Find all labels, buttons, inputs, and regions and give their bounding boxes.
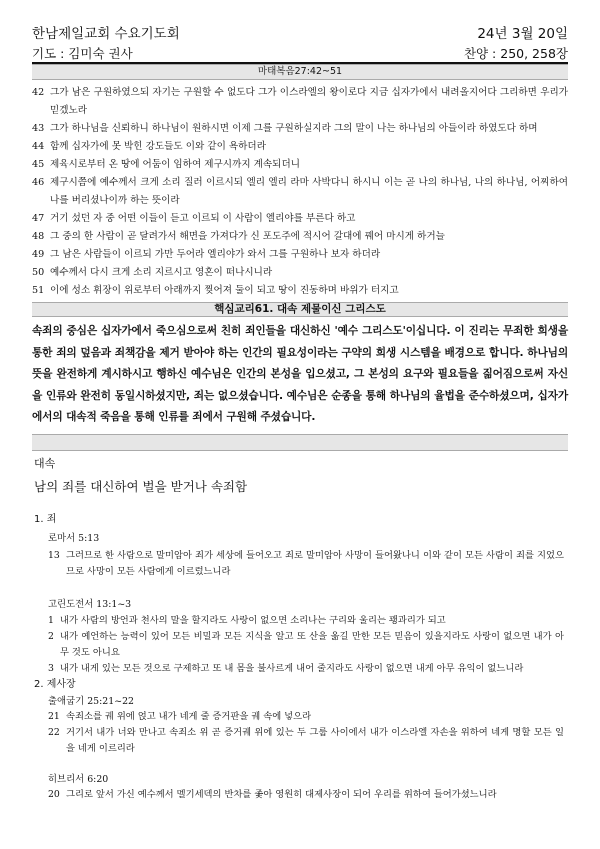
- verse-number: 1: [48, 615, 54, 626]
- sermon-keyword: 대속: [34, 457, 56, 470]
- verse: [32, 84, 568, 120]
- verse-text: 내가 내게 있는 모든 것으로 구제하고 또 내 몸을 불사르게 내어 줄지라도 사랑이 없으면 내게 아무 유익이 없느니라: [60, 663, 524, 674]
- verse: [32, 264, 568, 282]
- verse: [32, 246, 568, 264]
- verse-number: 22: [48, 727, 60, 738]
- header-row-1: [32, 22, 568, 42]
- core-doctrine-body: 속죄의 중심은 십자가에서 죽으심으로써 친히 죄인들을 대신하신 '예수 그리스도'이십니다. 이 진리는 무죄한 희생을 통한 죄의 덮음과 죄책감을 제거 받아야 하는 인간의 필요성이라는 구약의 희생 시스템을 배경으로 합니다. 하나님의 뜻을 완전하게 계시하시고 행하신 예수님은 인간의 본성을 입으셨고, 그 본성의 요구와 필요들을 짊어짐으로써 자신을 인류와 완전히 동일시하셨지만, 죄는 없으셨습니다. 예수님은 순종을 통해 하나님의 율법을 준수하셨으며, 십자가에서의 대속적 죽음을 통해 인류를 죄에서 구원해 주셨습니다.: [32, 324, 568, 423]
- verse-text: 제육시로부터 온 땅에 어둠이 임하여 제구시까지 계속되더니: [50, 159, 300, 170]
- verse-text: 그 남은 사람들이 이르되 가만 두어라 엘리야가 와서 그를 구원하나 보자 하더라: [50, 249, 381, 260]
- verse-number: 46: [32, 177, 45, 188]
- section-heading: 1. 죄: [34, 514, 57, 525]
- header-row-2: [32, 44, 568, 62]
- passage-reference: 로마서 5:13: [48, 533, 100, 544]
- verse-text: 내가 사람의 방언과 천사의 말을 할지라도 사랑이 없으면 소리나는 구리와 울리는 꽹과리가 되고: [60, 615, 446, 626]
- verse-number: 50: [32, 267, 45, 278]
- passage-reference: 출애굽기 25:21~22: [48, 696, 135, 707]
- hymn-numbers: 찬양 : 250, 258장: [463, 46, 568, 61]
- passage-verse: [34, 548, 564, 580]
- verse-number: 20: [48, 789, 60, 800]
- verse: [32, 138, 568, 156]
- passage-reference: 고린도전서 13:1~3: [48, 599, 132, 610]
- verse-number: 13: [48, 550, 60, 561]
- service-date: 24년 3월 20일: [477, 26, 568, 42]
- passage-verse: [34, 725, 564, 757]
- section-heading: 2. 제사장: [34, 679, 76, 690]
- verse-text: 그러므로 한 사람으로 말미암아 죄가 세상에 들어오고 죄로 말미암아 사망이 들어왔나니 이와 같이 모든 사람이 죄를 지었으므로 사망이 모든 사람에게 이르렀느니라: [66, 550, 564, 577]
- verse-text: 그가 남은 구원하였으되 자기는 구원할 수 없도다 그가 이스라엘의 왕이로다 지금 십자가에서 내려올지어다 그리하면 우리가 믿겠노라: [50, 87, 568, 116]
- verse: [32, 174, 568, 210]
- passage-reference: 히브리서 6:20: [48, 774, 109, 785]
- scripture-reference-band: [32, 64, 568, 80]
- passage-verse: [34, 787, 564, 803]
- core-doctrine-title: 핵심교리61. 대속 제물이신 그리스도: [214, 303, 386, 315]
- verse-number: 44: [32, 141, 45, 152]
- verse-text: 제구시쯤에 예수께서 크게 소리 질러 이르시되 엘리 엘리 라마 사박다니 하시니 이는 곧 나의 하나님, 나의 하나님, 어찌하여 나를 버리셨나이까 하는 뜻이라: [50, 177, 568, 206]
- verse-number: 43: [32, 123, 45, 134]
- verse-text: 예수께서 다시 크게 소리 지르시고 영혼이 떠나시니라: [50, 267, 273, 278]
- section-divider-band: [32, 434, 568, 451]
- verse-number: 49: [32, 249, 45, 260]
- verse-text: 이에 성소 휘장이 위로부터 아래까지 찢어져 둘이 되고 땅이 진동하며 바위가 터지고: [50, 285, 399, 296]
- verse-text: 함께 십자가에 못 박힌 강도들도 이와 같이 욕하더라: [50, 141, 266, 152]
- verse-number: 51: [32, 285, 45, 296]
- verse-text: 그리로 앞서 가신 예수께서 멜기세덱의 반차를 좇아 영원히 대제사장이 되어 우리를 위하여 들어가셨느니라: [66, 789, 497, 800]
- verse-number: 21: [48, 711, 60, 722]
- section-sin: [34, 510, 564, 677]
- passage-verse: [34, 613, 564, 629]
- core-doctrine-band: [32, 302, 568, 317]
- verse-number: 45: [32, 159, 45, 170]
- passage-verse: [34, 709, 564, 725]
- verse: [32, 282, 568, 300]
- sermon-definition: 남의 죄를 대신하여 벌을 받거나 속죄함: [34, 479, 248, 494]
- passage-verse: [34, 629, 564, 661]
- verse-text: 속죄소를 궤 위에 얹고 내가 네게 줄 증거판을 궤 속에 넣으라: [66, 711, 312, 722]
- verse-number: 47: [32, 213, 45, 224]
- verse-number: 48: [32, 231, 45, 242]
- verse-text: 내가 예언하는 능력이 있어 모든 비밀과 모든 지식을 알고 또 산을 옮길 만한 모든 믿음이 있을지라도 사랑이 없으면 내가 아무 것도 아니요: [60, 631, 564, 658]
- prayer-leader: 기도 : 김미숙 권사: [32, 46, 133, 61]
- scripture-verses: [32, 84, 568, 300]
- verse-number: 2: [48, 631, 54, 642]
- verse: [32, 156, 568, 174]
- verse-number: 42: [32, 87, 45, 98]
- verse: [32, 120, 568, 138]
- scripture-reference: 마태복음27:42~51: [257, 66, 343, 77]
- church-service-title: 한남제일교회 수요기도회: [32, 26, 180, 42]
- section-priest: [34, 675, 564, 803]
- verse-text: 그 중의 한 사람이 곧 달려가서 해면을 가져다가 신 포도주에 적시어 갈대에 꿰어 마시게 하거늘: [50, 231, 445, 242]
- verse-text: 그가 하나님을 신뢰하니 하나님이 원하시면 이제 그를 구원하실지라 그의 말이 나는 하나님의 아들이라 하였도다 하며: [50, 123, 538, 134]
- verse-number: 3: [48, 663, 54, 674]
- verse-text: 거기서 내가 너와 만나고 속죄소 위 곧 증거궤 위에 있는 두 그룹 사이에서 내가 이스라엘 자손을 위하여 네게 명할 모든 일을 네게 이르리라: [66, 727, 564, 754]
- verse: [32, 228, 568, 246]
- verse: [32, 210, 568, 228]
- verse-text: 거기 섰던 자 중 어떤 이들이 듣고 이르되 이 사람이 엘리야를 부른다 하고: [50, 213, 356, 224]
